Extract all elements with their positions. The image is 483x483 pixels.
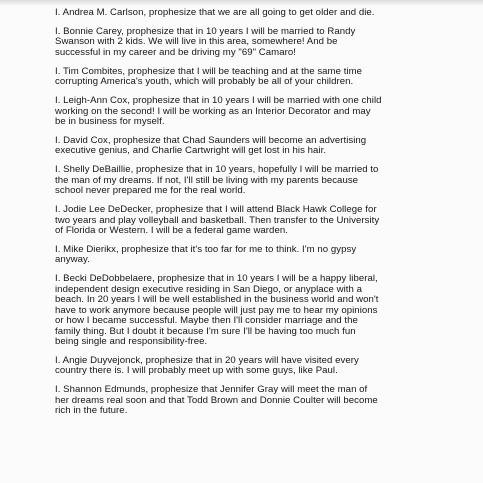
prophecy-line: I. Shannon Edmunds, prophesize that Jennifer Gray will meet the man of — [55, 384, 368, 396]
prophecy-line: I. Jodie Lee DeDecker, prophesize that I will attend Black Hawk College for — [55, 204, 377, 216]
prophecy-line: executive genius, and Charlie Cartwright will get lost in his hair. — [55, 145, 327, 157]
prophecy-line: anyway. — [55, 254, 90, 266]
prophecy-line: successful in my career and be driving my "69" Camaro! — [55, 46, 296, 58]
prophecy-entry — [55, 136, 475, 157]
prophecy-line: I. David Cox, prophesize that Chad Saunders will become an advertising — [55, 135, 367, 147]
prophecy-line: Swanson with 2 kids. We will live in this area, somewhere! And be — [55, 36, 338, 48]
prophecy-list — [55, 8, 475, 425]
prophecy-line: of Florida or Western. I will be a federal game warden. — [55, 225, 288, 237]
prophecy-entry — [55, 67, 475, 88]
prophecy-line: I. Tim Combites, prophesize that I will be teaching and at the same time — [55, 65, 363, 77]
prophecy-line: I. Angie Duyvejonck, prophesize that in 20 years will have visited every — [55, 354, 359, 366]
prophecy-line: family thing. But I doubt it because I'm sure I'll be having too much fun — [55, 325, 356, 337]
prophecy-entry — [55, 8, 475, 18]
prophecy-line: I. Shelly DeBaillie, prophesize that in 10 years, hopefully I will be married to — [55, 164, 379, 176]
prophecy-line: I. Mike Dierikx, prophesize that it's too far for me to think. I'm no gypsy — [55, 244, 357, 256]
prophecy-line: her dreams real soon and that Todd Brown and Donnie Coulter will become — [55, 394, 378, 406]
prophecy-entry — [55, 245, 475, 266]
prophecy-line: or how I became successful. Maybe then I'll consider marriage and the — [55, 315, 358, 327]
prophecy-entry — [55, 205, 475, 236]
prophecy-line: working on the second! I will be working as an Interior Decorator and may — [55, 105, 371, 117]
prophecy-line: country there is. I will probably meet up with some guys, like Paul. — [55, 365, 338, 377]
prophecy-line: I. Bonnie Carey, prophesize that in 10 years I will be married to Randy — [55, 26, 356, 37]
prophecy-line: have to work anymore because people will just pay me to hear my opinions — [55, 304, 378, 316]
prophecy-line: I. Andrea M. Carlson, prophesize that we are all going to get older and die. — [55, 7, 375, 18]
prophecy-line: I. Leigh-Ann Cox, prophesize that in 10 years I will be married with one child — [55, 95, 382, 107]
prophecy-entry — [55, 27, 475, 58]
prophecy-line: corrupting America's youth, which will probably be all of your children. — [55, 76, 354, 88]
prophecy-line: rich in the future. — [55, 405, 128, 417]
prophecy-line: school never prepared me for the real world. — [55, 185, 246, 197]
prophecy-line: two years and play volleyball and basketball. Then transfer to the University — [55, 214, 380, 226]
prophecy-line: being single and responsibility-free. — [55, 335, 208, 347]
prophecy-entry — [55, 96, 475, 127]
scan-top-edge — [0, 0, 483, 6]
prophecy-line: independent design executive residing in San Diego, or anyplace with a — [55, 283, 362, 295]
prophecy-entry — [55, 165, 475, 196]
prophecy-line: be in business for myself. — [55, 116, 165, 128]
prophecy-line: the man of my dreams. If not, I'll still be living with my parents because — [55, 174, 359, 186]
prophecy-line: I. Becki DeDobbelaere, prophesize that in 10 years I will be a happy liberal, — [55, 273, 378, 285]
prophecy-entry — [55, 274, 475, 347]
prophecy-line: beach. In 20 years I will be well established in the business world and won't — [55, 294, 379, 306]
prophecy-entry — [55, 385, 475, 416]
prophecy-entry — [55, 356, 475, 377]
